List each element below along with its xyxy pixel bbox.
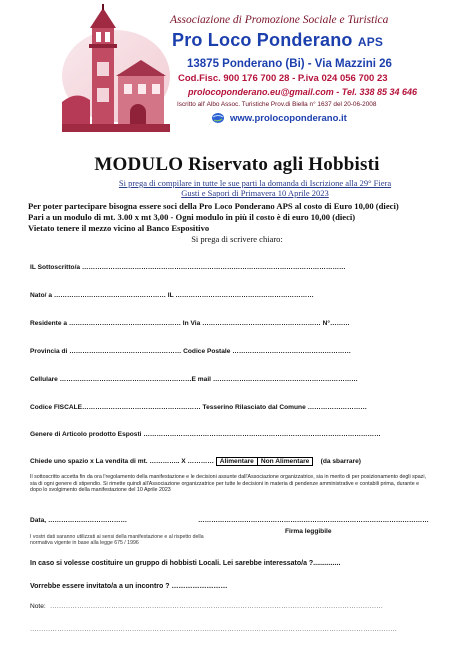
question-group[interactable]: In caso si volesse costituire un gruppo di hobbisti Locali. Lei sarebbe interessato/a ?.............. — [30, 560, 341, 567]
field-cellulare[interactable]: Cellulare ……………………………………………………E mail ………………………………………………………… — [30, 376, 358, 383]
field-date[interactable]: Data, ……………………………… — [30, 517, 128, 524]
note-label: Note: — [30, 603, 46, 610]
field-nato[interactable]: Nato/ a …………………………………………… IL ……………………………………………………… — [30, 292, 314, 299]
brand-name — [172, 30, 383, 51]
address: 13875 Ponderano (Bi) - Via Mazzini 26 — [187, 58, 392, 70]
field-residente[interactable]: Residente a …………………………………………… In Via ……………………………………………… N°……… — [30, 320, 350, 327]
sbarrare-note: (da sbarrare) — [320, 458, 361, 465]
church-tower-logo — [62, 4, 170, 132]
option-alimentare[interactable]: Alimentare — [216, 457, 258, 466]
field-provincia[interactable]: Provincia di …………………………………………… Codice Postale ……………………………………………… — [30, 348, 351, 355]
signature-label: Firma leggibile — [285, 528, 332, 535]
website-link[interactable]: www.prolocoponderano.it — [230, 113, 347, 124]
field-sottoscritto[interactable]: IL Sottoscritto/a ………………………………………………………………………………………………………… — [30, 264, 346, 271]
brand-name-text: Pro Loco Ponderano — [172, 30, 353, 50]
registration-note: Iscritto all' Albo Assoc. Turistiche Prov.di Biella n° 1637 del 20-06-2008 — [177, 101, 377, 108]
write-clearly-note: Si prega di scrivere chiaro: — [191, 234, 283, 244]
chiede-label[interactable]: Chiede uno spazio x La vendita di mt. ………….. X ………… — [30, 458, 214, 465]
note-line-1[interactable]: ………………………………………………………………………………………………………………………………… — [50, 603, 384, 610]
brand-suffix: APS — [357, 35, 384, 49]
intro-text: Si prega di compilare in tutte le sue parti la domanda di Iscrizione alla 29° Fiera Gusti e Sapori di Primavera 10 Aprile 2023 — [118, 178, 392, 198]
fiscal-codes: Cod.Fisc. 900 176 700 28 - P.iva 024 056 700 23 — [178, 73, 388, 84]
form-title: MODULO Riservato agli Hobbisti — [94, 154, 380, 175]
rule-membership: Per poter partecipare bisogna essere soci della Pro Loco Ponderano APS al costo di Euro 10,00 (dieci) — [28, 201, 399, 211]
rule-vehicle: Vietato tenere il mezzo vicino al Banco Espositivo — [28, 223, 210, 233]
signature-line[interactable]: …………………………………………………………………………………………… — [198, 517, 429, 524]
note-line-2[interactable]: ……………………………………………………………………………………………………………………………………………… — [30, 626, 398, 633]
declaration-text: Il sottoscritto accetta fin da ora l'regolamento della manifestazione e le decisioni assunte dall'Associazione organizzatrice, sia in merito di per posizionamento degli spazi, sia di ogni genere di stipendio. Si rimette quindi all'Associazione organizzatrice per tutte le decisioni in materia di pendenze amministrative e contabili prima, durante e dopo lo svolgimento della manifestazione del 10 Aprile 2023 — [30, 474, 426, 494]
field-chiede-spazio — [30, 457, 361, 466]
option-non-alimentare[interactable]: Non Alimentare — [258, 457, 313, 466]
privacy-note: I vostri dati saranno utilizzati ai sensi della manifestazione e al rispetto della normativa vigente in base alla legge 675 / 1996 — [30, 534, 204, 546]
field-codice-fiscale[interactable]: Codice FISCALE……………………………………………… Tesserino Rilasciato dal Comune ……………………… — [30, 404, 367, 411]
globe-icon — [211, 112, 225, 124]
association-subtitle: Associazione di Promozione Sociale e Turistica — [170, 14, 389, 26]
question-invite[interactable]: Vorrebbe essere invitato/a a un incontro ? …………………… — [30, 583, 228, 590]
email-phone: prolocoponderano.eu@gmail.com - Tel. 338 85 34 646 — [188, 87, 418, 97]
field-genere-articolo[interactable]: Genere di Articolo prodotto Esposti ……………………………………………………………………………………………… — [30, 431, 381, 438]
rule-module-cost: Pari a un modulo di mt. 3.00 x mt 3,00 - Ogni modulo in più il costo è di euro 10,00 (dieci) — [28, 212, 356, 222]
